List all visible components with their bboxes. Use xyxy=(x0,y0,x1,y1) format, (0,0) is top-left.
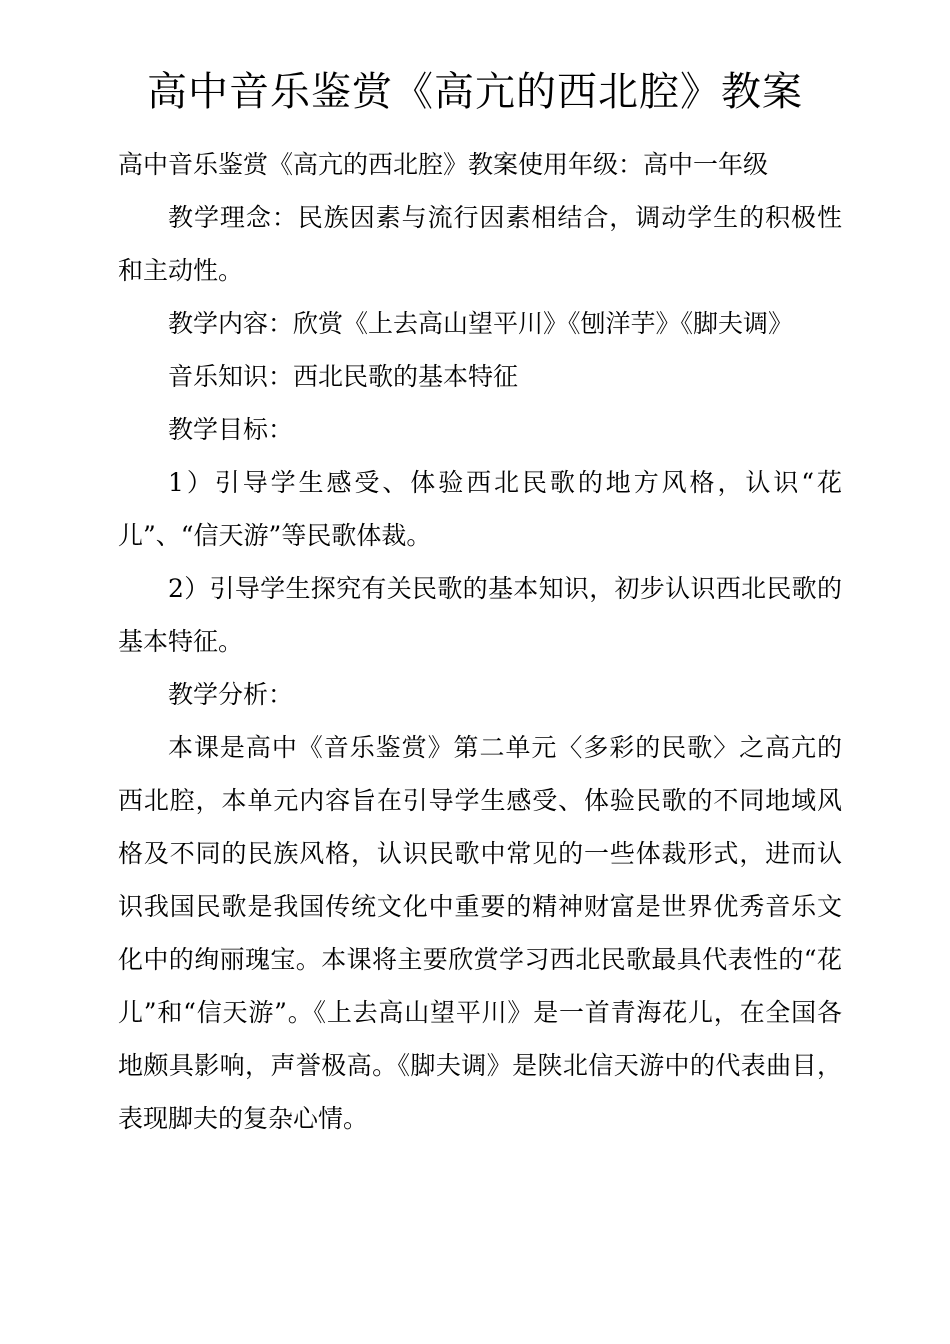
document-title: 高中音乐鉴赏《高亢的西北腔》教案 xyxy=(147,69,803,115)
goal-item-1: 1）引导学生感受、体验西北民歌的地方风格，认识“花儿”、“信天游”等民歌体裁。 xyxy=(118,468,842,550)
goal-item-2: 2）引导学生探究有关民歌的基本知识，初步认识西北民歌的基本特征。 xyxy=(118,574,842,656)
document-body xyxy=(118,138,842,1145)
teaching-analysis-heading: 教学分析： xyxy=(168,680,294,709)
teaching-philosophy-paragraph: 教学理念：民族因素与流行因素相结合，调动学生的积极性和主动性。 xyxy=(118,203,842,285)
music-knowledge-paragraph: 音乐知识：西北民歌的基本特征 xyxy=(168,362,519,391)
teaching-content-paragraph: 教学内容：欣赏《上去高山望平川》《刨洋芋》《脚夫调》 xyxy=(168,309,794,338)
usage-grade-line: 高中音乐鉴赏《高亢的西北腔》教案使用年级：高中一年级 xyxy=(118,150,769,179)
teaching-analysis-paragraph: 本课是高中《音乐鉴赏》第二单元〈多彩的民歌〉之高亢的西北腔，本单元内容旨在引导学生感受、体验民歌的不同地域风格及不同的民族风格，认识民歌中常见的一些体裁形式，进而认识我国民歌是我国传统文化中重要的精神财富是世界优秀音乐文化中的绚丽瑰宝。本课将主要欣赏学习西北民歌最具代表性的“花儿”和“信天游”。《上去高山望平川》是一首青海花儿，在全国各地颇具影响，声誉极高。《脚夫调》是陕北信天游中的代表曲目，表现脚夫的复杂心情。 xyxy=(118,733,842,1133)
teaching-goals-heading: 教学目标： xyxy=(168,415,294,444)
